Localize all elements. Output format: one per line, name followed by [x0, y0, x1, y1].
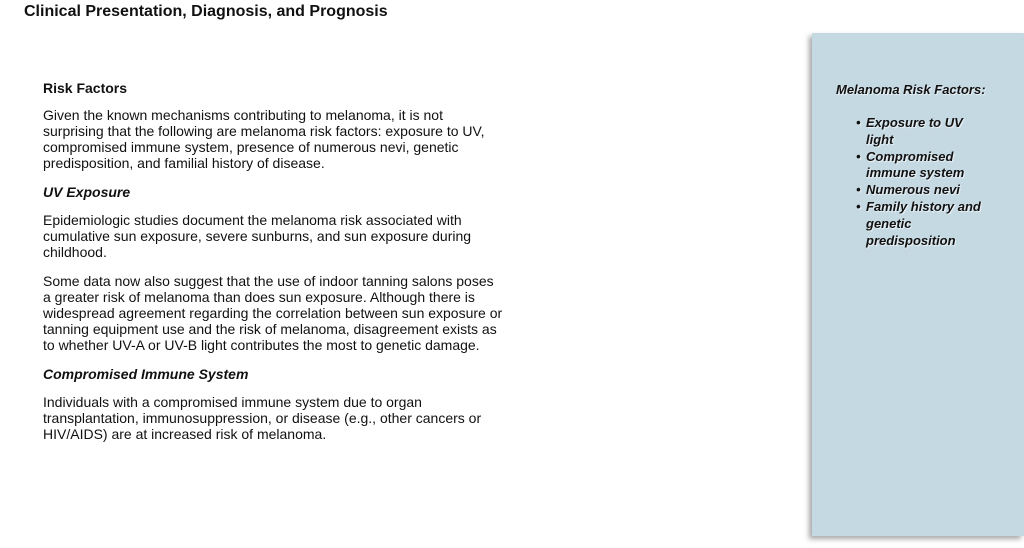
- sidebar-list-item: [856, 182, 984, 199]
- page-title: Clinical Presentation, Diagnosis, and Prognosis: [24, 3, 388, 20]
- sidebar-list-item: [856, 149, 984, 183]
- sidebar-list: [856, 115, 984, 249]
- immune-paragraph-1: Individuals with a compromised immune system due to organ transplantation, immunosuppression, or disease (e.g., other cancers or HIV/AIDS) are at increased risk of melanoma.: [43, 394, 482, 442]
- sidebar-item-label: Family history and genetic predisposition: [866, 198, 981, 248]
- uv-paragraph-2: Some data now also suggest that the use of indoor tanning salons poses a greater risk of melanoma than does sun exposure. Although there is widespread agreement regarding the correlation between sun exposure or tanning equipment use and the risk of melanoma, disagreement exists as to whether UV-A or UV-B light contributes the most to genetic damage.: [43, 273, 503, 353]
- main-content: [43, 80, 503, 455]
- sidebar-list-item: [856, 115, 984, 149]
- sidebar-risk-factors-box: [812, 33, 1024, 536]
- bullet-icon: •: [856, 148, 861, 164]
- bullet-icon: •: [856, 115, 861, 130]
- subheading-uv-exposure: UV Exposure: [43, 184, 131, 200]
- sidebar-item-label: Compromised immune system: [866, 148, 965, 181]
- section-heading-risk-factors: Risk Factors: [43, 80, 128, 96]
- bullet-icon: •: [856, 182, 861, 198]
- subheading-compromised-immune-system: Compromised Immune System: [43, 366, 249, 382]
- uv-paragraph-1: Epidemiologic studies document the melanoma risk associated with cumulative sun exposure, severe sunburns, and sun exposure during childhood.: [43, 212, 472, 260]
- bullet-icon: •: [856, 198, 861, 214]
- sidebar-list-item: [856, 199, 984, 249]
- sidebar-item-label: Exposure to UV light: [866, 115, 963, 147]
- sidebar-title: Melanoma Risk Factors:: [836, 82, 986, 97]
- sidebar-item-label: Numerous nevi: [866, 182, 960, 198]
- intro-paragraph: Given the known mechanisms contributing to melanoma, it is not surprising that the following are melanoma risk factors: exposure to UV, compromised immune system, presence of numerous nevi, genetic predisposition, and familial history of disease.: [43, 107, 485, 171]
